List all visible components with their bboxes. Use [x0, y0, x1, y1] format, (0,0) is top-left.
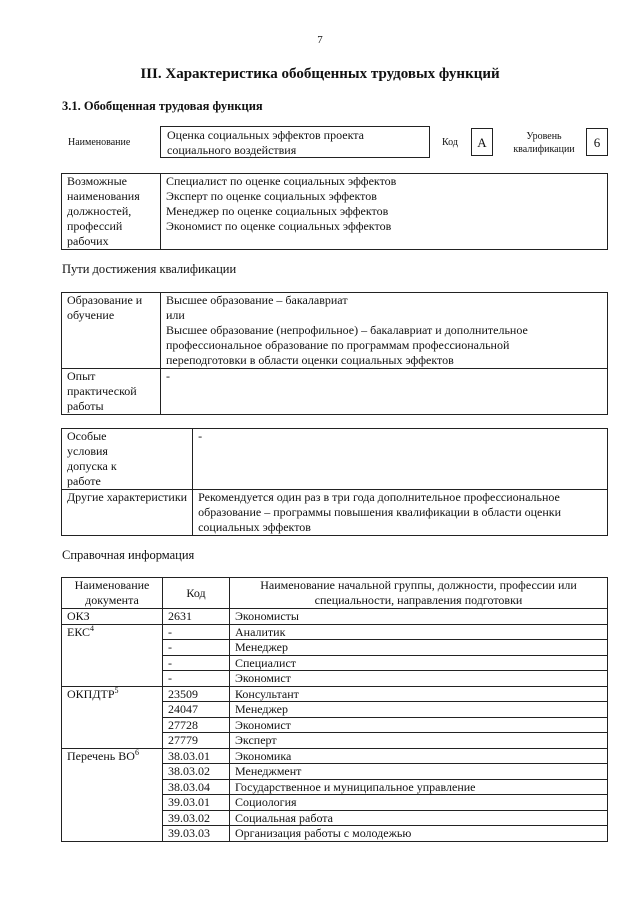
function-name-line-2: социального воздействия [167, 143, 297, 157]
education-line: или [166, 308, 185, 322]
level-label-line-1: Уровень [526, 131, 562, 142]
positions-row [62, 174, 608, 250]
footnote-mark: 5 [114, 685, 119, 695]
position-item: Специалист по оценке социальных эффектов [166, 174, 397, 188]
name-cell: Экономист [230, 717, 608, 733]
education-row [62, 293, 608, 369]
education-label-line: Образование и [67, 293, 143, 307]
header-document-line-2: документа [85, 593, 139, 607]
level-label-line-2: квалификации [513, 144, 575, 155]
header-name [230, 578, 608, 609]
education-line: профессиональное образование по программам профессиональной [166, 338, 510, 352]
position-item: Менеджер по оценке социальных эффектов [166, 204, 389, 218]
education-table [61, 292, 608, 415]
code-cell: 38.03.04 [163, 779, 230, 795]
table-row [62, 624, 608, 640]
code-cell: 27728 [163, 717, 230, 733]
name-cell: Менеджер [230, 702, 608, 718]
special-conditions-label-line: условия [67, 444, 108, 458]
experience-label [62, 369, 161, 415]
header-name-line-1: Наименование начальной группы, должности, профессии или [260, 578, 577, 592]
special-conditions-label-line: Особые [67, 429, 107, 443]
name-cell: Консультант [230, 686, 608, 702]
positions-label-line: профессий [67, 219, 123, 233]
position-item: Экономист по оценке социальных эффектов [166, 219, 392, 233]
code-cell: 39.03.03 [163, 826, 230, 842]
reference-table [61, 577, 608, 842]
position-item: Эксперт по оценке социальных эффектов [166, 189, 377, 203]
code-cell: 2631 [163, 609, 230, 625]
special-conditions-label-line: допуска к [67, 459, 117, 473]
other-line: социальных эффектов [198, 520, 311, 534]
table-row [62, 686, 608, 702]
education-label [62, 293, 161, 369]
experience-label-line: Опыт [67, 369, 96, 383]
education-line: Высшее образование – бакалавриат [166, 293, 348, 307]
name-cell: Экономика [230, 748, 608, 764]
other-line: Рекомендуется один раз в три года дополнительное профессиональное [198, 490, 560, 504]
other-line: образование – программы повышения квалификации в области оценки [198, 505, 562, 519]
footnote-mark: 4 [90, 623, 95, 633]
name-cell: Социология [230, 795, 608, 811]
education-line: Высшее образование (непрофильное) – бакалавриат и дополнительное [166, 323, 528, 337]
code-cell: 24047 [163, 702, 230, 718]
level-value-box: 6 [586, 128, 608, 156]
experience-value: - [161, 369, 608, 415]
document-cell [62, 624, 163, 686]
positions-label-line: рабочих [67, 234, 109, 248]
code-cell: - [163, 624, 230, 640]
name-cell: Экономист [230, 671, 608, 687]
other-label: Другие характеристики [62, 490, 193, 536]
conditions-table [61, 428, 608, 536]
code-cell: - [163, 671, 230, 687]
special-conditions-label [62, 429, 193, 490]
positions-table [61, 173, 608, 250]
experience-label-line: практической [67, 384, 137, 398]
name-label: Наименование [68, 137, 131, 148]
positions-label-line: должностей, [67, 204, 132, 218]
function-name-line-1: Оценка социальных эффектов проекта [167, 128, 364, 142]
special-conditions-row [62, 429, 608, 490]
name-cell: Аналитик [230, 624, 608, 640]
name-cell: Организация работы с молодежью [230, 826, 608, 842]
code-cell: 39.03.01 [163, 795, 230, 811]
header-document [62, 578, 163, 609]
header-document-line-1: Наименование [74, 578, 150, 592]
name-cell: Специалист [230, 655, 608, 671]
level-label [504, 130, 584, 156]
code-label: Код [442, 137, 458, 148]
name-cell: Эксперт [230, 733, 608, 749]
document-name: ЕКС [67, 624, 91, 639]
name-cell: Государственное и муниципальное управление [230, 779, 608, 795]
document-cell [62, 686, 163, 748]
document-name: ОКПДТР [67, 686, 115, 701]
code-cell: 38.03.02 [163, 764, 230, 780]
special-conditions-label-line: работе [67, 474, 101, 488]
document-cell [62, 609, 163, 625]
code-cell: 27779 [163, 733, 230, 749]
header-code: Код [163, 578, 230, 609]
education-label-line: обучение [67, 308, 115, 322]
name-cell: Экономисты [230, 609, 608, 625]
code-cell: - [163, 640, 230, 656]
education-line: переподготовки в области оценки социальных эффектов [166, 353, 454, 367]
special-conditions-value: - [193, 429, 608, 490]
document-name: ОКЗ [67, 609, 90, 623]
function-name-box [160, 126, 430, 158]
experience-label-line: работы [67, 399, 104, 413]
positions-label [62, 174, 161, 250]
positions-list [161, 174, 608, 250]
header-name-line-2: специальности, направления подготовки [314, 593, 523, 607]
code-value-box: A [471, 128, 493, 156]
code-cell: 23509 [163, 686, 230, 702]
positions-label-line: Возможные [67, 174, 127, 188]
other-row [62, 490, 608, 536]
page-number: 7 [317, 34, 323, 46]
positions-label-line: наименования [67, 189, 140, 203]
qualification-paths-heading: Пути достижения квалификации [62, 262, 237, 276]
code-cell: - [163, 655, 230, 671]
name-cell: Менеджер [230, 640, 608, 656]
code-cell: 39.03.02 [163, 810, 230, 826]
document-cell [62, 748, 163, 841]
experience-row [62, 369, 608, 415]
document-name: Перечень ВО [67, 748, 135, 763]
table-row [62, 609, 608, 625]
name-cell: Социальная работа [230, 810, 608, 826]
other-value [193, 490, 608, 536]
sub-heading: 3.1. Обобщенная трудовая функция [62, 99, 263, 113]
footnote-mark: 6 [134, 747, 139, 757]
section-heading: III. Характеристика обобщенных трудовых функций [140, 66, 500, 82]
reference-heading: Справочная информация [62, 548, 195, 562]
name-cell: Менеджмент [230, 764, 608, 780]
code-cell: 38.03.01 [163, 748, 230, 764]
table-row [62, 748, 608, 764]
education-value [161, 293, 608, 369]
reference-header-row [62, 578, 608, 609]
